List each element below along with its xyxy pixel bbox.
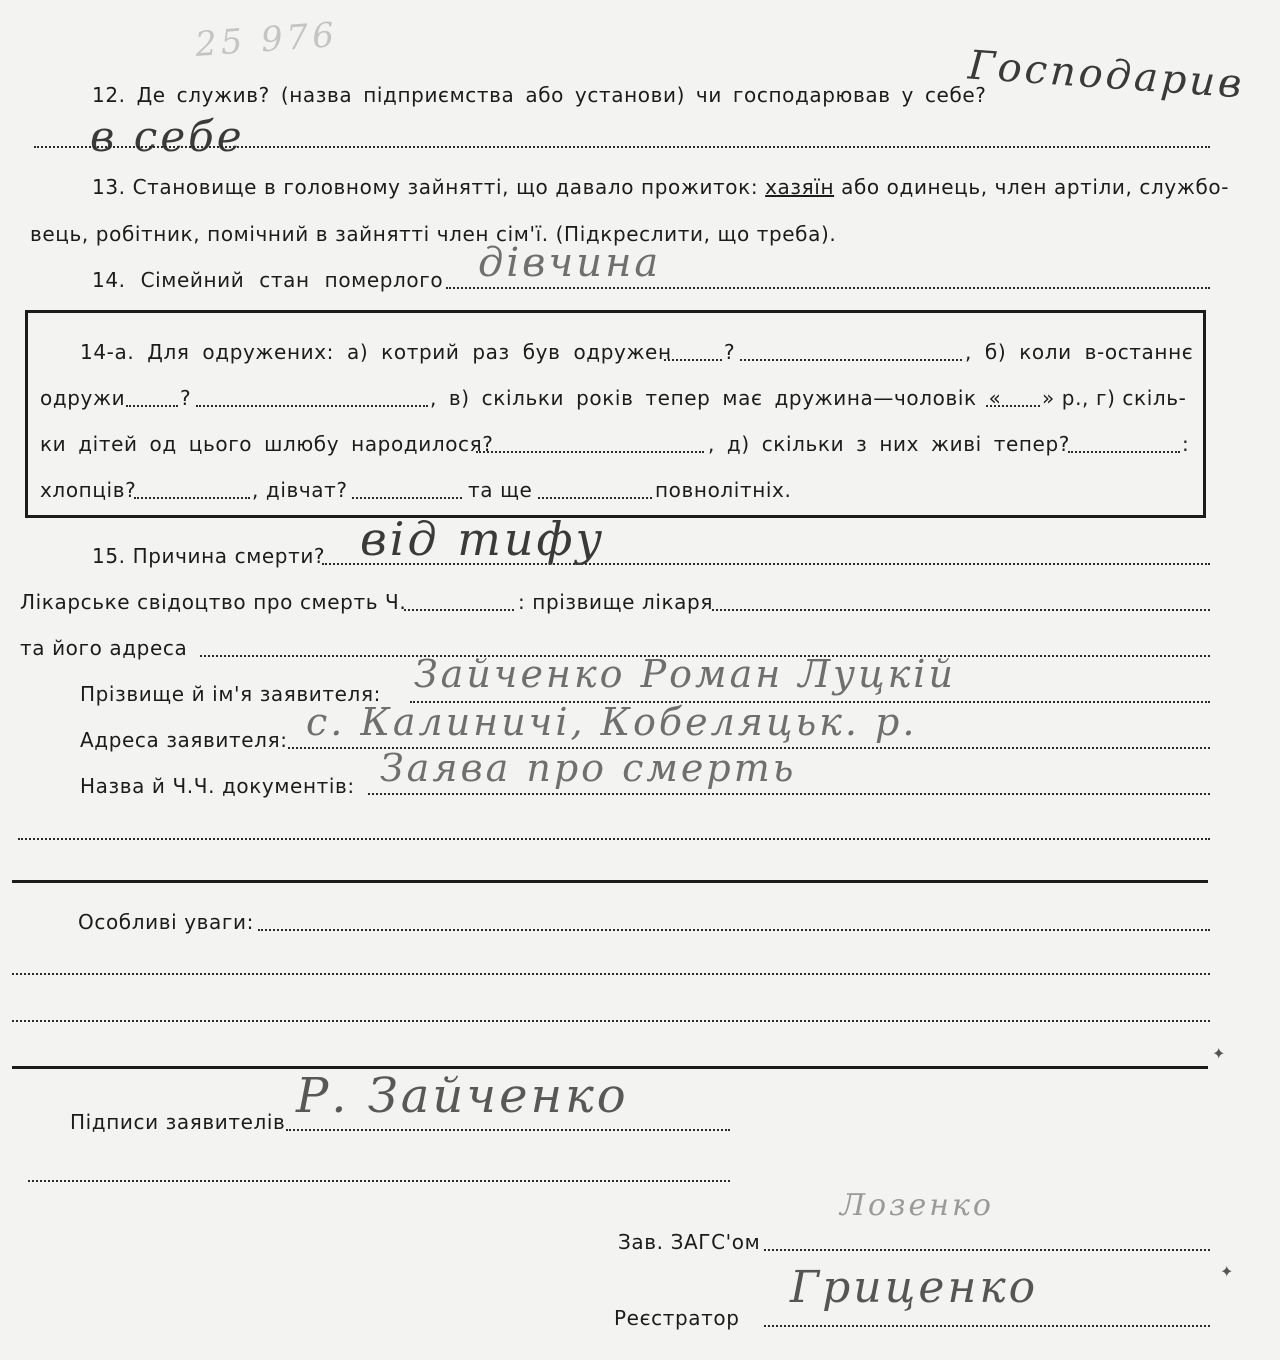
q14a-times-married-line <box>664 359 722 361</box>
zags-head-signature-line <box>764 1249 1210 1251</box>
q14a-colon: : <box>1182 432 1190 456</box>
q14a-line4-c: та ще <box>468 478 533 502</box>
q14a-girls-line <box>352 497 462 499</box>
medical-certificate-label: Лікарське свідоцтво про смерть Ч. <box>20 590 407 614</box>
q15-label: 15. Причина смерти? <box>92 544 326 568</box>
q14a-last-married-line <box>126 405 178 407</box>
q14a-adults-line <box>538 497 652 499</box>
special-notes-line-2 <box>12 973 1210 975</box>
doctor-surname-line <box>712 609 1210 611</box>
applicant-signature-line <box>286 1129 730 1131</box>
q12-answer-handwritten: Господарив <box>966 42 1246 108</box>
registrar-signature: Гриценко <box>790 1262 1039 1313</box>
q13-line2: вець, робітник, помічний в зайнятті член сім'ї. (Підкреслити, що треба). <box>30 222 837 246</box>
section-divider-1 <box>12 880 1208 883</box>
q12-answer-continued: в себе <box>90 112 245 161</box>
registrar-label: Реєстратор <box>614 1306 740 1330</box>
doctor-address-label: та його адреса <box>20 636 188 660</box>
q14a-qmark-2: ? <box>180 386 192 410</box>
zags-head-label: Зав. ЗАГС'ом <box>618 1230 761 1254</box>
q14a-children-born-line <box>476 451 704 453</box>
q13-line1 <box>92 175 1229 199</box>
applicant-address-handwritten: с. Калиничі, Кобеляцьк. р. <box>306 700 918 744</box>
q14a-line3-a: ки дітей од цього шлюбу народилося? <box>40 432 494 456</box>
documents-line <box>368 793 1210 795</box>
q14a-line4-b: , дівчат? <box>252 478 348 502</box>
q14a-last-married-line-2 <box>196 405 428 407</box>
q14a-line4-d: повнолітніх. <box>655 478 792 502</box>
q15-answer-handwritten: від тифу <box>360 512 606 566</box>
q14a-spouse-age-line <box>986 405 1040 407</box>
applicant-signature: Р. Зайченко <box>296 1068 629 1124</box>
q14-label: 14. Сімейний стан померлого <box>92 268 444 292</box>
q14a-line4-a: хлопців? <box>40 478 137 502</box>
q14a-line2-a: одружи <box>40 386 126 410</box>
q13-line1-after: або одинець, член артіли, службо- <box>841 175 1230 199</box>
documents-handwritten: Заява про смерть <box>380 746 797 790</box>
q12-answer-line <box>34 146 1210 148</box>
q14a-boys-line <box>134 497 250 499</box>
applicant-address-label: Адреса заявителя: <box>80 728 288 752</box>
documents-label: Назва й Ч.Ч. документів: <box>80 774 355 798</box>
q12-label: 12. Де служив? (назва підприємства або установи) чи господарював у себе? <box>92 83 987 107</box>
medical-certificate-number-line <box>404 609 514 611</box>
q14a-line2-c: » р., г) скіль- <box>1042 386 1187 410</box>
q14a-line1-a: 14-а. Для одружених: а) котрий раз був одружен <box>80 340 672 364</box>
q14a-children-alive-line <box>1068 451 1180 453</box>
applicant-name-label: Прізвище й ім'я заявителя: <box>80 682 381 706</box>
q14a-line3-b: , д) скільки з них живі тепер? <box>708 432 1070 456</box>
applicant-signature-line-2 <box>28 1180 730 1182</box>
doctor-surname-label: : прізвище лікаря <box>518 590 713 614</box>
ink-blot: ✦ <box>1220 1262 1234 1281</box>
stamp-number: 25 976 <box>193 15 340 65</box>
q14a-qmark-1: ? <box>724 340 736 364</box>
q14-answer-line <box>446 287 1210 289</box>
q14a-line1-b: , б) коли в-останнє <box>965 340 1194 364</box>
q14a-line2-b: , в) скільки років тепер має дружина—чоловік « <box>430 386 1002 410</box>
registrar-signature-line <box>764 1325 1210 1327</box>
applicant-name-handwritten: Зайченко Роман Луцкій <box>414 652 956 696</box>
zags-head-signature: Лозенко <box>840 1188 994 1223</box>
q13-underlined-option: хазяїн <box>765 175 835 199</box>
special-notes-label: Особливі уваги: <box>78 910 254 934</box>
special-notes-line-3 <box>12 1020 1210 1022</box>
q13-line1-before: 13. Становище в головному зайнятті, що давало прожиток: <box>92 175 759 199</box>
applicant-signatures-label: Підписи заявителів <box>70 1110 286 1134</box>
documents-extra-line <box>18 838 1210 840</box>
q14-answer-handwritten: дівчина <box>478 240 662 286</box>
special-notes-line-1 <box>258 929 1210 931</box>
q14a-times-married-line-2 <box>740 359 962 361</box>
ink-blot: ✦ <box>1212 1044 1226 1063</box>
